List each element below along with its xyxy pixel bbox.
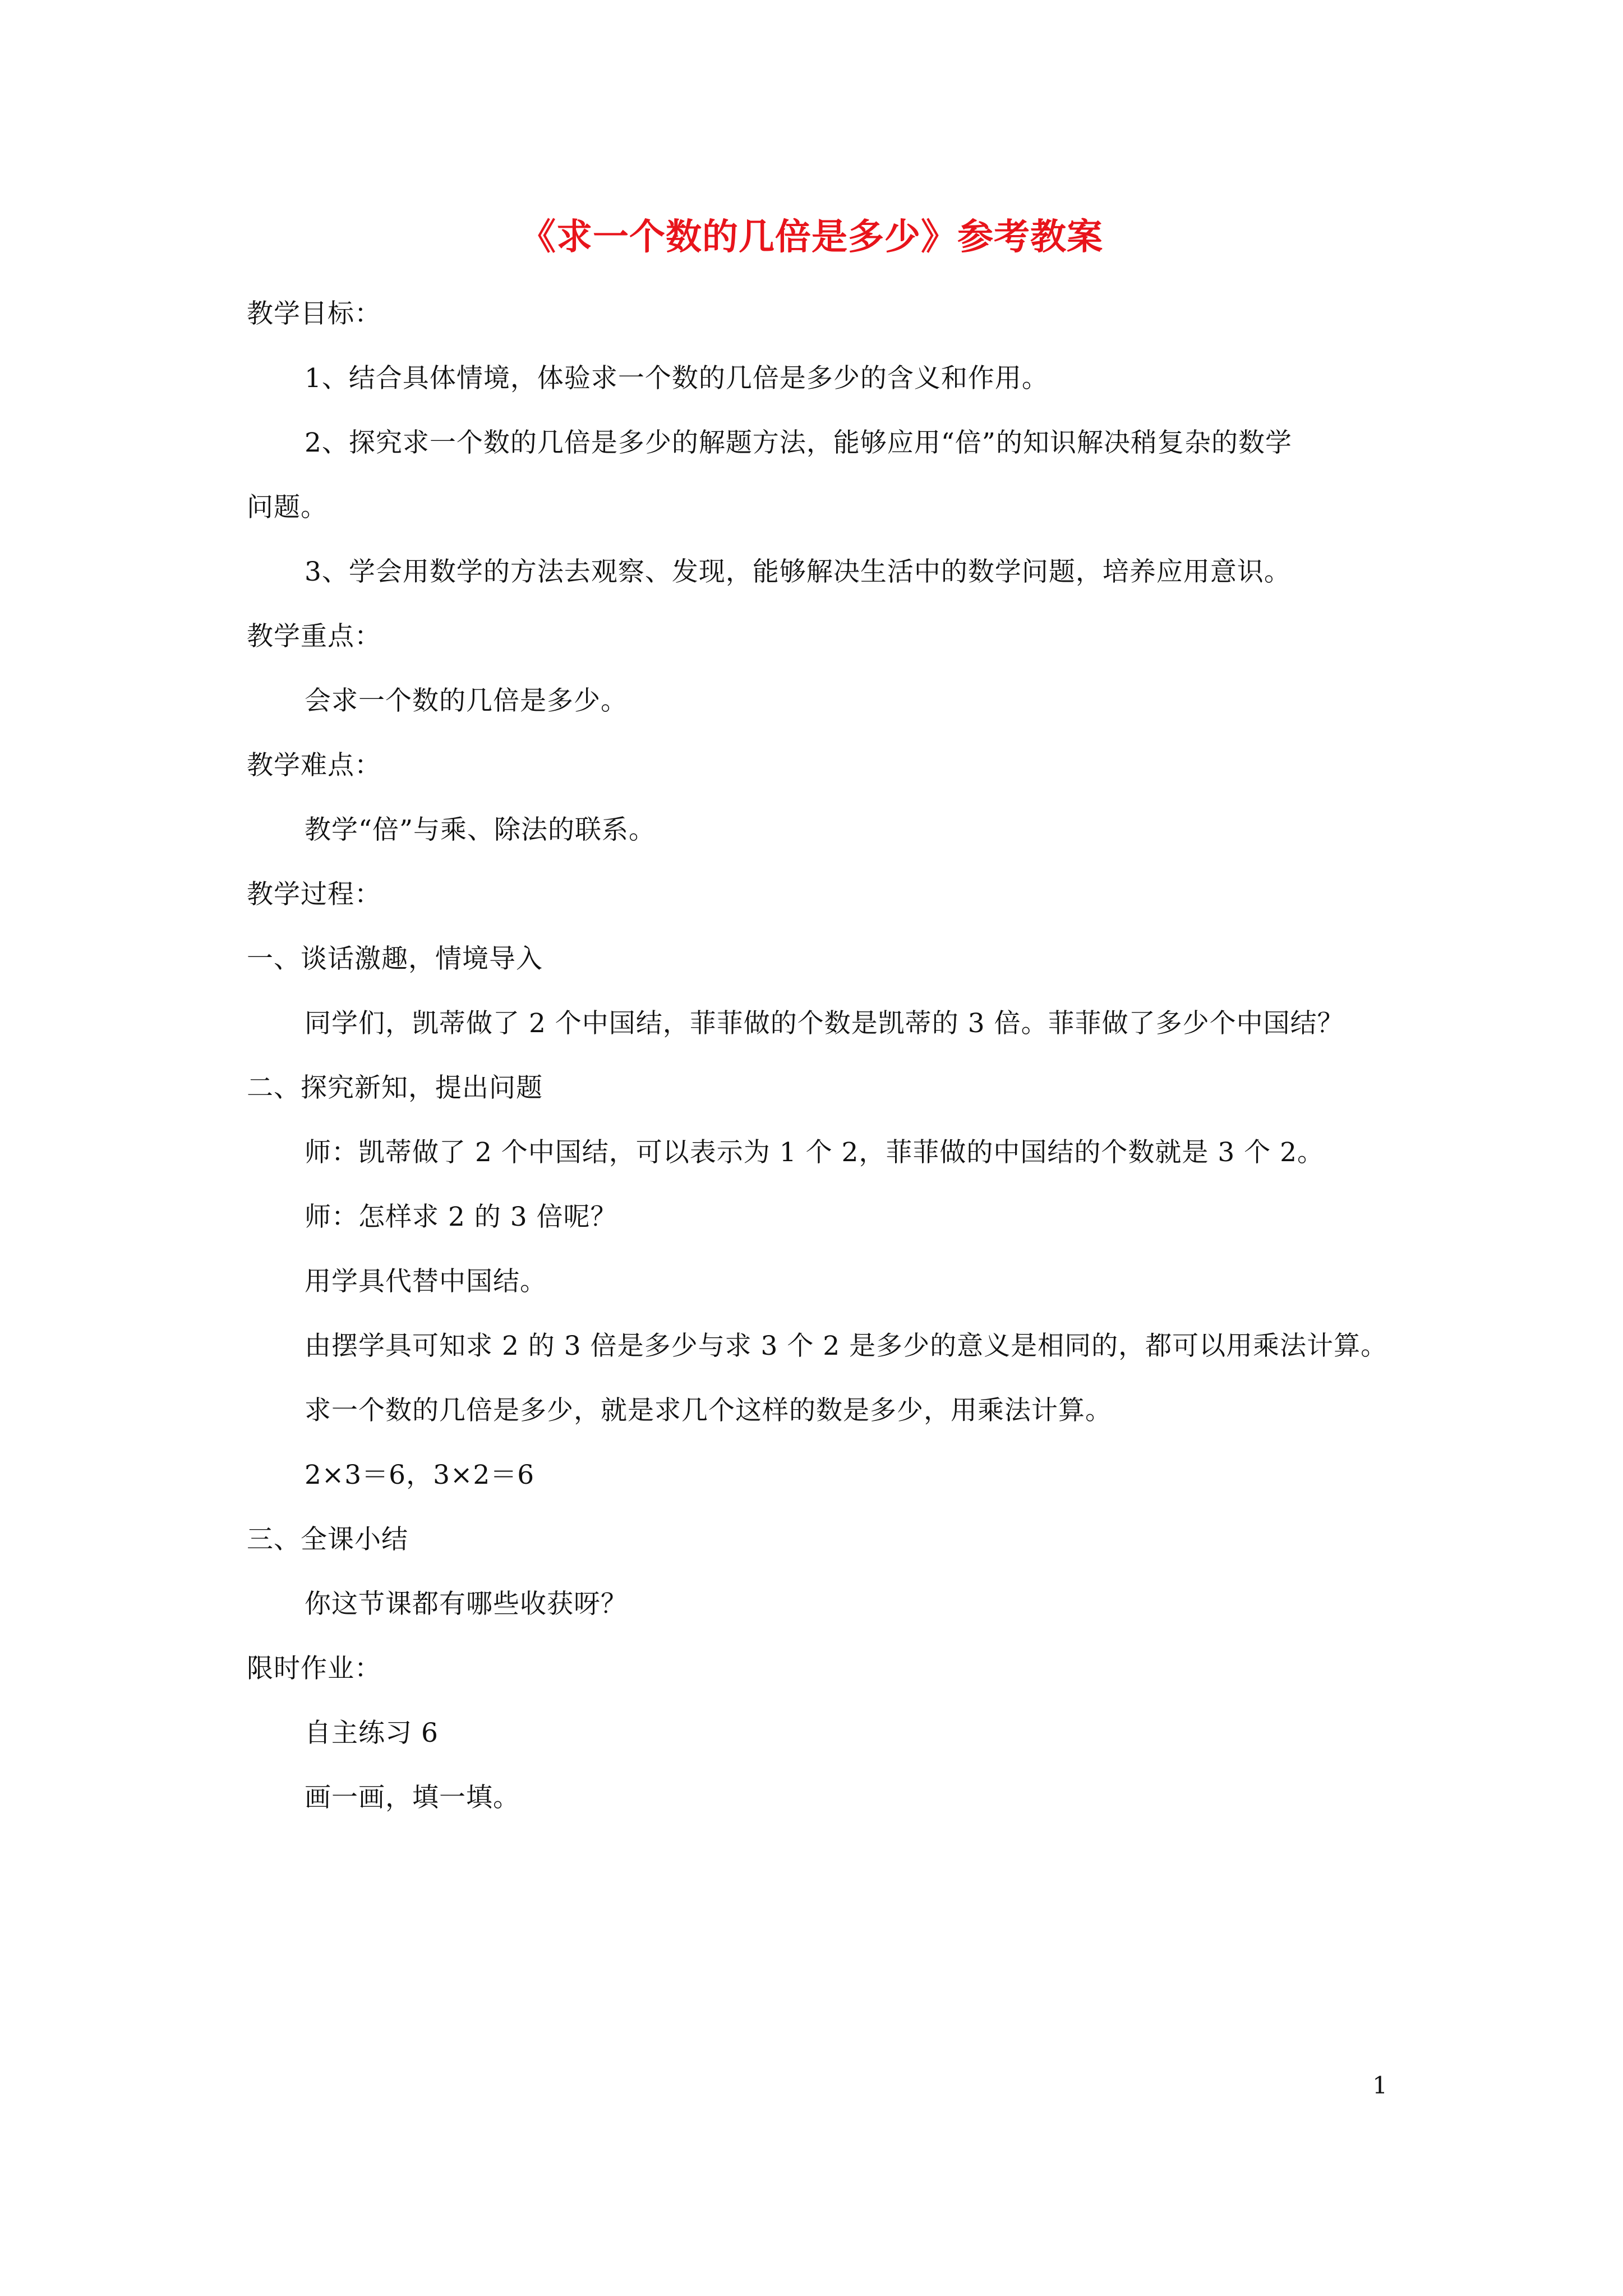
section-3-text: 你这节课都有哪些收获呀？	[305, 1589, 628, 1619]
section-1-heading: 一、谈话激趣，情境导入	[247, 944, 543, 974]
section-2-line-1: 师：凯蒂做了 2 个中国结，可以表示为 1 个 2，菲菲做的中国结的个数就是 3 个 2。	[305, 1137, 1325, 1168]
difficulty-heading: 教学难点：	[247, 750, 381, 781]
objective-1: 1、结合具体情境，体验求一个数的几倍是多少的含义和作用。	[305, 363, 1049, 394]
key-point: 会求一个数的几倍是多少。	[305, 685, 628, 716]
difficulty-text: 教学“倍”与乘、除法的联系。	[305, 815, 656, 845]
section-2-heading: 二、探究新知，提出问题	[247, 1073, 543, 1103]
homework-heading: 限时作业：	[247, 1653, 381, 1684]
section-2-line-4: 由摆学具可知求 2 的 3 倍是多少与求 3 个 2 是多少的意义是相同的，都可以用乘法计算。	[305, 1331, 1388, 1361]
objective-3: 3、学会用数学的方法去观察、发现，能够解决生活中的数学问题，培养应用意识。	[305, 556, 1291, 587]
process-heading: 教学过程：	[247, 879, 381, 910]
page-number: 1	[1372, 2072, 1387, 2099]
section-2-line-6: 2×3＝6，3×2＝6	[305, 1460, 535, 1490]
document-title: 《求一个数的几倍是多少》参考教案	[520, 216, 1103, 258]
objective-2-line-2: 问题。	[247, 492, 328, 523]
section-2-line-2: 师：怎样求 2 的 3 倍呢？	[305, 1202, 617, 1232]
objectives-heading: 教学目标：	[247, 298, 381, 329]
section-2-line-3: 用学具代替中国结。	[305, 1266, 547, 1297]
section-1-text: 同学们，凯蒂做了 2 个中国结，菲菲做的个数是凯蒂的 3 倍。菲菲做了多少个中国结？	[305, 1008, 1344, 1039]
homework-line-2: 画一画，填一填。	[305, 1782, 520, 1813]
section-3-heading: 三、全课小结	[247, 1524, 408, 1555]
section-2-line-5: 求一个数的几倍是多少，就是求几个这样的数是多少，用乘法计算。	[305, 1395, 1112, 1426]
objective-2-line-1: 2、探究求一个数的几倍是多少的解题方法，能够应用“倍”的知识解决稍复杂的数学	[305, 427, 1292, 458]
key-points-heading: 教学重点：	[247, 621, 381, 652]
homework-line-1: 自主练习 6	[305, 1718, 439, 1749]
